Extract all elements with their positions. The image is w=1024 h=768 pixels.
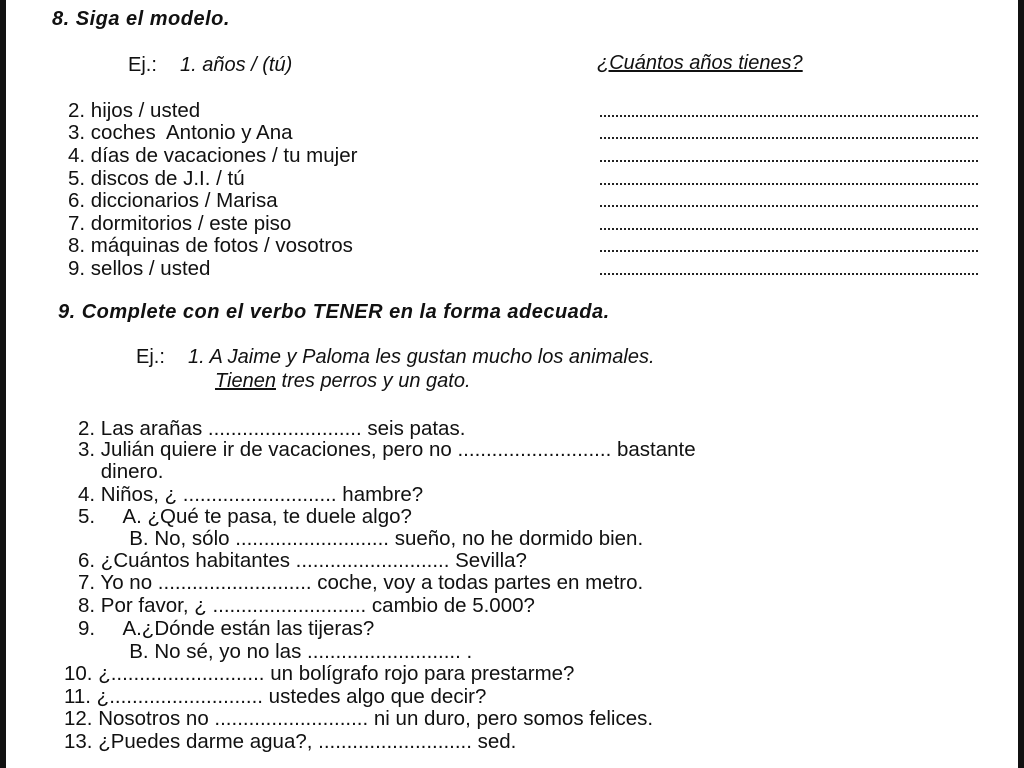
exercise-9-line: 13. ¿Puedes darme agua?, ........................... sed. — [64, 730, 517, 753]
exercise-9-line: 3. Julián quiere ir de vacaciones, pero no ........................... bastante — [78, 438, 696, 461]
answer-blank[interactable] — [600, 183, 978, 185]
exercise-9-example-rest: tres perros y un gato. — [275, 370, 471, 392]
exercise-8-item: 4. días de vacaciones / tu mujer — [68, 144, 358, 167]
answer-blank[interactable] — [600, 137, 978, 139]
exercise-8-item: 7. dormitorios / este piso — [68, 212, 292, 235]
exercise-9-line: 9. A.¿Dónde están las tijeras? — [78, 617, 375, 640]
answer-blank[interactable] — [600, 205, 978, 207]
exercise-9-line: 11. ¿........................... ustedes algo que decir? — [64, 685, 487, 708]
exercise-8-example-prompt: 1. años / (tú) — [180, 54, 293, 76]
exercise-9-example-line1: 1. A Jaime y Paloma les gustan mucho los animales. — [188, 346, 655, 368]
exercise-9-example-answer: Tienen — [215, 370, 276, 392]
exercise-9-line: 6. ¿Cuántos habitantes ........................... Sevilla? — [78, 549, 527, 572]
answer-blank[interactable] — [600, 228, 978, 230]
exercise-8-item: 8. máquinas de fotos / vosotros — [68, 234, 353, 257]
exercise-9-heading: 9. Complete con el verbo TENER en la forma adecuada. — [58, 301, 610, 323]
exercise-8-example-prefix: Ej.: — [128, 54, 157, 76]
answer-blank[interactable] — [600, 160, 978, 162]
exercise-8-heading: 8. Siga el modelo. — [52, 8, 230, 30]
exercise-9-example-prefix: Ej.: — [136, 346, 165, 368]
exercise-9-line: B. No sé, yo no las ........................... . — [78, 640, 473, 663]
scan-edge-right — [1018, 0, 1024, 768]
exercise-8-item: 5. discos de J.I. / tú — [68, 167, 245, 190]
answer-blank[interactable] — [600, 250, 978, 252]
exercise-9-line: dinero. — [78, 460, 164, 483]
exercise-9-example-line2 — [215, 370, 471, 393]
exercise-8-item: 2. hijos / usted — [68, 99, 201, 122]
exercise-9-line: 5. A. ¿Qué te pasa, te duele algo? — [78, 505, 412, 528]
exercise-9-line: 12. Nosotros no ........................... ni un duro, pero somos felices. — [64, 707, 654, 730]
exercise-8-item: 3. coches Antonio y Ana — [68, 121, 293, 144]
scan-edge-left — [0, 0, 6, 768]
exercise-9-line: 8. Por favor, ¿ ........................... cambio de 5.000? — [78, 594, 535, 617]
exercise-9-line: B. No, sólo ........................... sueño, no he dormido bien. — [78, 527, 644, 550]
answer-blank[interactable] — [600, 115, 978, 117]
answer-blank[interactable] — [600, 273, 978, 275]
exercise-9-line: 2. Las arañas ........................... seis patas. — [78, 417, 466, 440]
exercise-8-item: 6. diccionarios / Marisa — [68, 189, 278, 212]
exercise-9-line: 7. Yo no ........................... coche, voy a todas partes en metro. — [78, 571, 644, 594]
exercise-9-line: 10. ¿........................... un bolígrafo rojo para prestarme? — [64, 662, 575, 685]
exercise-8-example-answer: ¿Cuántos años tienes? — [597, 52, 803, 74]
exercise-9-line: 4. Niños, ¿ ........................... hambre? — [78, 483, 424, 506]
exercise-8-item: 9. sellos / usted — [68, 257, 211, 280]
